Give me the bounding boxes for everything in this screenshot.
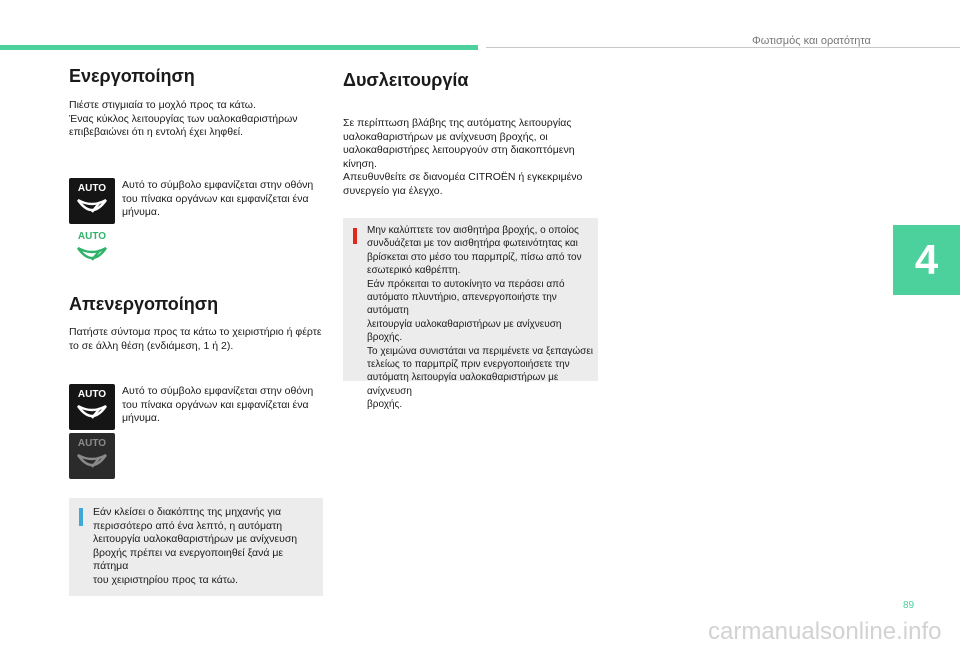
auto-wiper-icon-active xyxy=(69,178,115,224)
svg-text:AUTO: AUTO xyxy=(77,183,107,194)
deactivation-symbol-text: Αυτό το σύμβολο εμφανίζεται στην οθόνη του πίνακα οργάνων και εμφανίζεται ένα μήνυμα. xyxy=(122,385,314,424)
svg-text:AUTO: AUTO xyxy=(77,231,107,242)
header-rule xyxy=(486,47,960,48)
malfunction-text: Σε περίπτωση βλάβης της αυτόματης λειτουργίας υαλοκαθαριστήρων με ανίχνευση βροχής, οι υαλοκαθαριστήρες λειτουργούν στη διακοπτόμενη κίνηση. Απευθυνθείτε σε διανομέα CITROËN ή εγκεκριμένο συνεργείο για έλεγχο. xyxy=(343,117,583,197)
page-number: 89 xyxy=(903,600,915,611)
malfunction-heading: Δυσλειτουργία xyxy=(343,70,469,90)
info-note-text: Εάν κλείσει ο διακόπτης της μηχανής για περισσότερο από ένα λεπτό, η αυτόματη λειτουργία υαλοκαθαριστήρων με ανίχνευση βροχής πρέπει να ενεργοποιηθεί ξανά με πάτημα του χειριστηρίου προς τα κάτω. xyxy=(93,506,298,586)
activation-text: Πιέστε στιγμιαία το μοχλό προς τα κάτω. Ένας κύκλος λειτουργίας των υαλοκαθαριστήρων επιβεβαιώνει ότι η εντολή έχει ληφθεί. xyxy=(69,99,298,138)
auto-wiper-icon-green xyxy=(69,226,115,272)
svg-text:AUTO: AUTO xyxy=(77,389,107,400)
info-icon xyxy=(79,508,83,526)
header-accent-bar xyxy=(0,45,478,50)
activation-symbol-text: Αυτό το σύμβολο εμφανίζεται στην οθόνη του πίνακα οργάνων και εμφανίζεται ένα μήνυμα. xyxy=(122,179,314,218)
chapter-number-tab: 4 xyxy=(893,225,960,295)
warning-icon xyxy=(353,228,357,244)
warning-note xyxy=(343,218,598,411)
warning-note-text: Μην καλύπτετε τον αισθητήρα βροχής, ο οποίος συνδυάζεται με τον αισθητήρα φωτεινότητας και βρίσκεται στο μέσο του παρμπρίζ, πίσω από τον εσωτερικό καθρέπτη. Εάν πρόκειται το αυτοκίνητο να περάσει από αυτόματο πλυντήριο, απενεργοποιήστε την αυτόματη λειτουργία υαλοκαθαριστήρων με ανίχνευση βροχής. Το χειμώνα συνιστάται να περιμένετε να ξεπαγώσει τελείως το παρμπρίζ πριν ενεργοποιήσετε την αυτόματη λειτουργία υαλοκαθαριστήρων με ανίχνευση βροχής. xyxy=(367,225,594,411)
watermark: carmanualsonline.info xyxy=(708,618,942,645)
auto-wiper-icon-disabled xyxy=(69,433,115,479)
info-note xyxy=(69,498,323,596)
chapter-title: Φωτισμός και ορατότητα xyxy=(752,35,871,47)
activation-heading: Ενεργοποίηση xyxy=(69,66,195,86)
deactivation-text: Πατήστε σύντομα προς τα κάτω το χειριστήριο ή φέρτε το σε άλλη θέση (ενδιάμεση, 1 ή 2). xyxy=(69,326,322,352)
deactivation-heading: Απενεργοποίηση xyxy=(69,294,219,314)
svg-text:AUTO: AUTO xyxy=(77,438,107,449)
auto-wiper-icon-active-2 xyxy=(69,384,115,430)
